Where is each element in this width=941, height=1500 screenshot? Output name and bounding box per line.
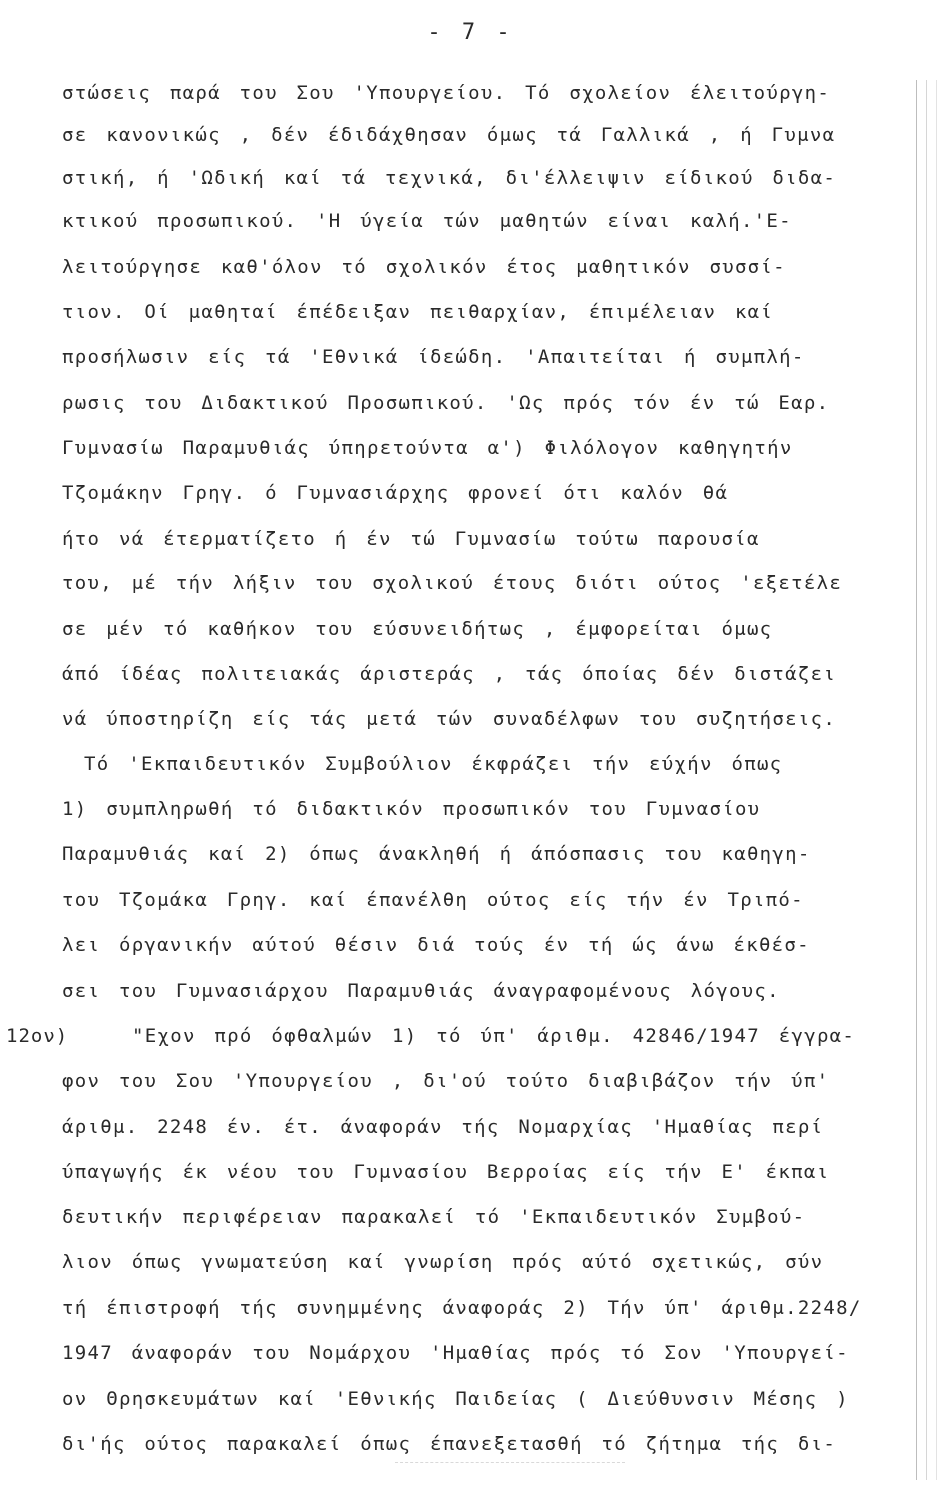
text-line: λει όργανικήν αύτού θέσιν διά τούς έν τή ώς άνω έκθέσ- [62,934,810,956]
text-line: 1) συμπληρωθή τό διδακτικόν προσωπικόν του Γυμνασίου [62,798,761,820]
text-line: Τζομάκην Γρηγ. ό Γυμνασιάρχης φρονεί ότι καλόν θά [62,482,729,504]
text-line: 1947 άναφοράν του Νομάρχου 'Ημαθίας πρός τό Σον 'Υπουργεί- [62,1342,849,1364]
text-line: Γυμνασίω Παραμυθιάς ύπηρετούντα α') Φιλόλογον καθηγητήν [62,437,793,459]
binding-edge-line [926,80,927,1480]
text-line: ον Θρησκευμάτων καί 'Εθνικής Παιδείας ( Διεύθυνσιν Μέσης ) [62,1388,849,1410]
text-line: τιον. Οί μαθηταί έπέδειξαν πειθαρχίαν, έπιμέλειαν καί [62,301,774,323]
text-line: άπό ίδέας πολιτειακάς άριστεράς , τάς όποίας δέν διστάζει [62,663,837,685]
text-line: του, μέ τήν λήξιν του σχολικού έτους διότι ούτος 'εξετέλε [62,572,843,594]
text-line: σε κανονικώς , δέν έδιδάχθησαν όμως τά Γαλλικά , ή Γυμνα [62,124,836,146]
faint-stamp-mark [395,1462,625,1477]
text-line: του Τζομάκα Γρηγ. καί έπανέλθη ούτος είς τήν έν Τριπό- [62,889,804,911]
text-line: δι'ής ούτος παρακαλεί όπως έπανεξετασθή τό ζήτημα τής δι- [62,1433,837,1455]
text-line: άριθμ. 2248 έν. έτ. άναφοράν τής Νομαρχίας 'Ημαθίας περί [62,1116,824,1138]
text-line: "Εχον πρό όφθαλμών 1) τό ύπ' άριθμ. 42846/1947 έγγρα- [132,1025,856,1047]
text-line: σει του Γυμνασιάρχου Παραμυθιάς άναγραφομένους λόγους. [62,980,780,1002]
text-line: σε μέν τό καθήκον του εύσυνειδήτως , έμφορείται όμως [62,618,773,640]
text-line: τή έπιστροφή τής συνημμένης άναφοράς 2) Τήν ύπ' άριθμ.2248/ [62,1297,862,1319]
text-line: Τό 'Εκπαιδευτικόν Συμβούλιον έκφράζει τήν εύχήν όπως [84,753,783,775]
text-line: δευτικήν περιφέρειαν παρακαλεί τό 'Εκπαιδευτικόν Συμβού- [62,1206,806,1228]
page-number: - 7 - [427,20,514,45]
binding-edge-line [916,80,917,1480]
binding-edge-line [936,80,937,1480]
text-line: προσήλωσιν είς τά 'Εθνικά ίδεώδη. 'Απαιτείται ή συμπλή- [62,346,805,368]
text-line: φον του Σου 'Υπουργείου , δι'ού τούτο διαβιβάζον τήν ύπ' [62,1070,830,1092]
item-label: 12ον) [6,1025,69,1047]
text-line: νά ύποστηρίζη είς τάς μετά τών συναδέλφων του συζητήσεις. [62,708,837,730]
text-line: ύπαγωγής έκ νέου του Γυμνασίου Βερροίας είς τήν Ε' έκπαι [62,1161,830,1183]
text-line: Παραμυθιάς καί 2) όπως άνακληθή ή άπόσπασις του καθηγη- [62,843,811,865]
text-line: στική, ή 'Ωδική καί τά τεχνικά, δι'έλλειψιν είδικού διδα- [62,167,837,189]
text-line: κτικού προσωπικού. 'Η ύγεία τών μαθητών είναι καλή.'Ε- [62,210,792,232]
text-line: ρωσις του Διδακτικού Προσωπικού. 'Ως πρός τόν έν τώ Εαρ. [62,392,830,414]
text-line: στώσεις παρά του Σου 'Υπουργείου. Τό σχολείον έλειτούργη- [62,82,831,104]
text-line: λιον όπως γνωματεύση καί γνωρίση πρός αύτό σχετικώς, σύν [62,1251,824,1273]
text-line: ήτο νά έτερματίζετο ή έν τώ Γυμνασίω τούτω παρουσία [62,528,760,550]
text-line: λειτούργησε καθ'όλον τό σχολικόν έτος μαθητικόν συσσί- [62,256,786,278]
